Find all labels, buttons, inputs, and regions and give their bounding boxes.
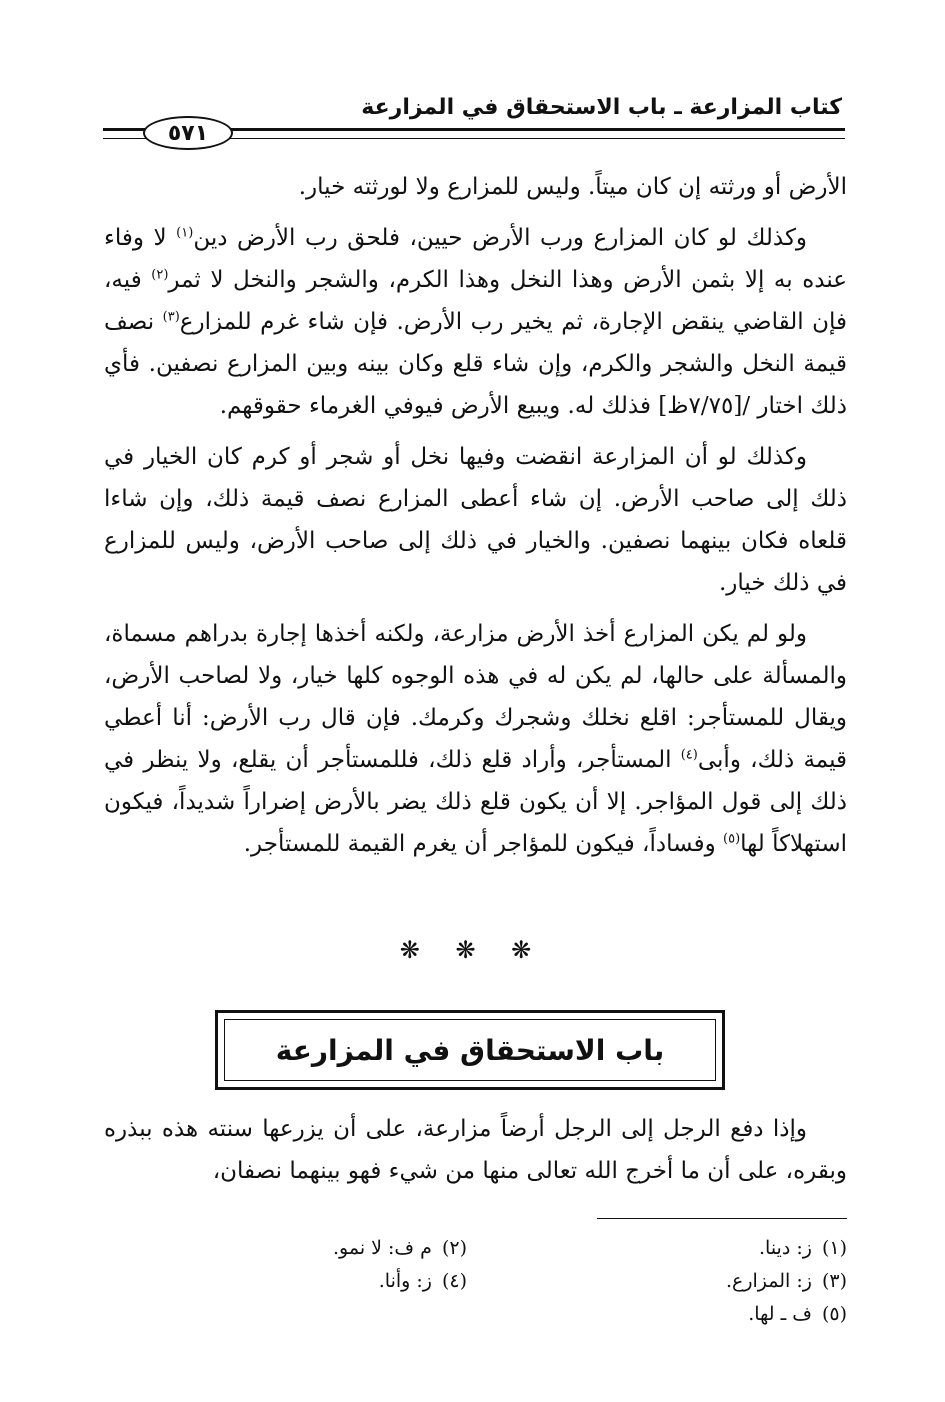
footnote-ref-3[interactable]: (٣): [162, 309, 180, 325]
section-separator-ornament: ❋ ❋ ❋: [399, 936, 546, 964]
chapter-heading-box: [215, 1010, 725, 1090]
footnote-1: (١)ز: دينا.: [759, 1237, 847, 1259]
footnote-3: (٣)ز: المزارع.: [725, 1270, 847, 1292]
paragraph-1: الأرض أو ورثته إن كان ميتاً. وليس للمزارع ولا لورثته خيار.: [298, 174, 847, 200]
paragraph-4: ولو لم يكن المزارع أخذ الأرض مزارعة، ولكنه أخذها إجارة بدراهم مسماة، والمسألة على حالها، لم يكن له في هذه الوجوه كلها خيار، ولا لصاحب الأرض، ويقال للمستأجر: اقلع نخلك وشجرك وكرمك. فإن قال رب الأرض: أنا أعطي قيمة ذلك، وأبى$^{(٤)}$ المستأجر، وأراد قلع ذلك، فللمستأجر أن يقلع، ولا ينظر في ذلك إلى قول المؤاجر. إلا أن يكون قلع ذلك يضر بالأرض إضراراً شديداً، فيكون استهلاكاً لها$^{(٥)}$ وفساداً، فيكون للمؤاجر أن يغرم القيمة للمستأجر.: [104, 621, 848, 857]
footnote-rule: [597, 1218, 847, 1219]
footnote-2: (٢)م ف: لا نمو.: [332, 1237, 467, 1259]
footnote-4: (٤)ز: وأنا.: [378, 1270, 467, 1292]
chapter-body: [104, 1108, 847, 1192]
footnote-ref-5[interactable]: (٥): [723, 831, 741, 847]
paragraph-3: وكذلك لو أن المزارعة انقضت وفيها نخل أو شجر أو كرم كان الخيار في ذلك إلى صاحب الأرض. إن شاء أعطى المزارع نصف قيمة ذلك، وإن شاءا قلعاه فكان بينهما نصفين. والخيار في ذلك إلى صاحب الأرض، وليس للمزارع في ذلك خيار.: [104, 444, 847, 596]
footnote-ref-2[interactable]: (٢): [151, 267, 169, 283]
running-header-title: كتاب المزارعة ـ باب الاستحقاق في المزارعة: [361, 95, 842, 120]
footnote-ref-4[interactable]: (٤): [680, 747, 698, 763]
chapter-title: باب الاستحقاق في المزارعة: [275, 1033, 665, 1067]
paragraph-2: وكذلك لو كان المزارع ورب الأرض حيين، فلحق رب الأرض دين$^{(١)}$ لا وفاء عنده به إلا بثمن الأرض وهذا النخل وهذا الكرم، والشجر والنخل لا ثمر$^{(٢)}$ فيه، فإن القاضي ينقض الإجارة، ثم يخير رب الأرض. فإن شاء غرم للمزارع$^{(٣)}$ نصف قيمة النخل والشجر والكرم، وإن شاء قلع وكان بينه وبين المزارع نصفين. فأي ذلك اختار /[٧/٧٥ظ] فذلك له. ويبيع الأرض فيوفي الغرماء حقوقهم.: [104, 225, 848, 419]
chapter-paragraph-1: وإذا دفع الرجل إلى الرجل أرضاً مزارعة، على أن يزرعها سنته هذه ببذره وبقره، على أن ما أخرج الله تعالى منها من شيء فهو بينهما نصفان،: [104, 1116, 847, 1184]
body-text: [104, 166, 847, 874]
footnote-ref-1[interactable]: (١): [176, 225, 194, 241]
footnote-5: (٥)ف ـ لها.: [748, 1303, 847, 1325]
page-number-badge: [143, 116, 233, 150]
page-number: ٥٧١: [167, 120, 209, 146]
